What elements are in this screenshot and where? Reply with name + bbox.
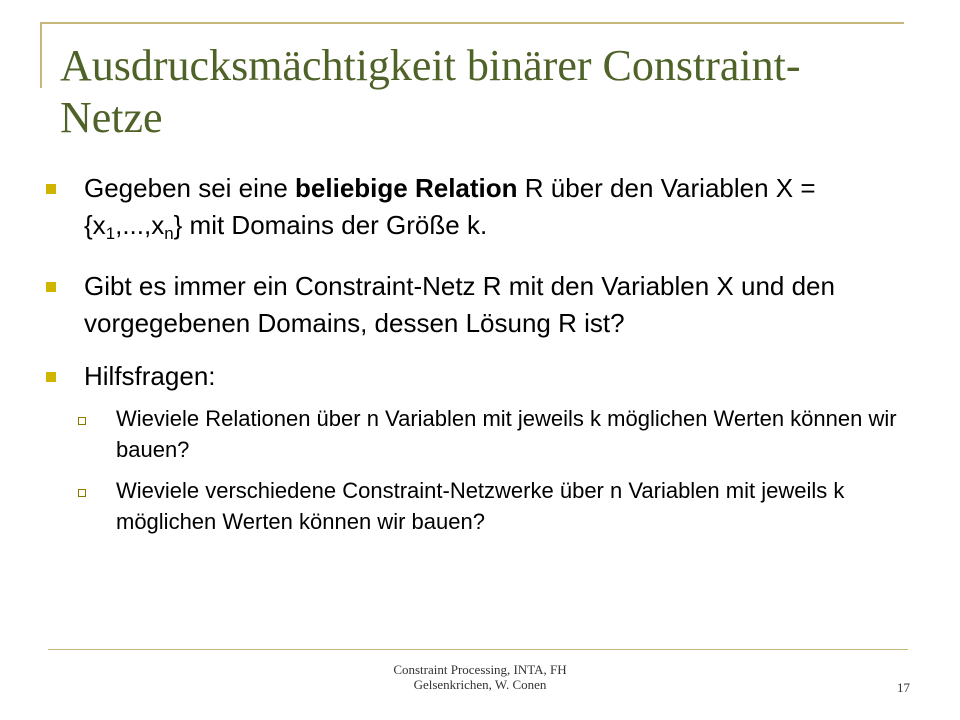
footer-line-2: Gelsenkrichen, W. Conen <box>413 677 547 692</box>
footer-caption <box>340 662 620 692</box>
slide-title-line-1: Ausdrucksmächtigkeit binärer Constraint- <box>60 41 801 90</box>
sub-item-1-text: Wieviele Relationen über n Variablen mit jeweils k möglichen Werten können wir bauen? <box>116 406 897 463</box>
hollow-square-bullet-icon <box>78 489 86 497</box>
bullet-1-text-post: } mit Domains der Größe k. <box>173 210 488 240</box>
title-frame-top-rule <box>40 22 904 24</box>
bullet-1-text-mid2: ,...,x <box>115 210 165 240</box>
title-frame-left-rule <box>40 22 42 88</box>
bullet-1-subscript-n: n <box>164 224 174 244</box>
footer-line-1: Constraint Processing, INTA, FH <box>393 662 567 677</box>
bullet-item-helper-questions <box>42 358 902 395</box>
bullet-1-text-pre: Gegeben sei eine <box>84 173 296 203</box>
square-bullet-icon <box>46 184 56 194</box>
sub-item-2-text: Wieviele verschiedene Constraint-Netzwerke über n Variablen mit jeweils k möglichen Werten können wir bauen? <box>116 478 845 535</box>
slide-body <box>42 170 902 547</box>
sub-item-networks-count <box>42 475 902 537</box>
bullet-1-bold-term: beliebige Relation <box>295 173 518 203</box>
square-bullet-icon <box>46 282 56 292</box>
bullet-2-text: Gibt es immer ein Constraint-Netz R mit den Variablen X und den vorgegebenen Domains, dessen Lösung R ist? <box>84 271 835 339</box>
bullet-1-text-mid: R über den Variablen X = {x <box>84 173 816 240</box>
hollow-square-bullet-icon <box>78 417 86 425</box>
footer-rule <box>48 649 908 650</box>
bullet-item-question <box>42 268 902 342</box>
page-number: 17 <box>897 680 910 695</box>
slide-title-line-2: Netze <box>60 93 163 142</box>
slide-title <box>60 40 920 144</box>
sub-item-relations-count <box>42 403 902 465</box>
bullet-1-subscript-1: 1 <box>105 224 116 244</box>
bullet-3-text: Hilfsfragen: <box>84 361 216 392</box>
square-bullet-icon <box>46 372 56 382</box>
bullet-item-given-relation <box>42 170 902 252</box>
